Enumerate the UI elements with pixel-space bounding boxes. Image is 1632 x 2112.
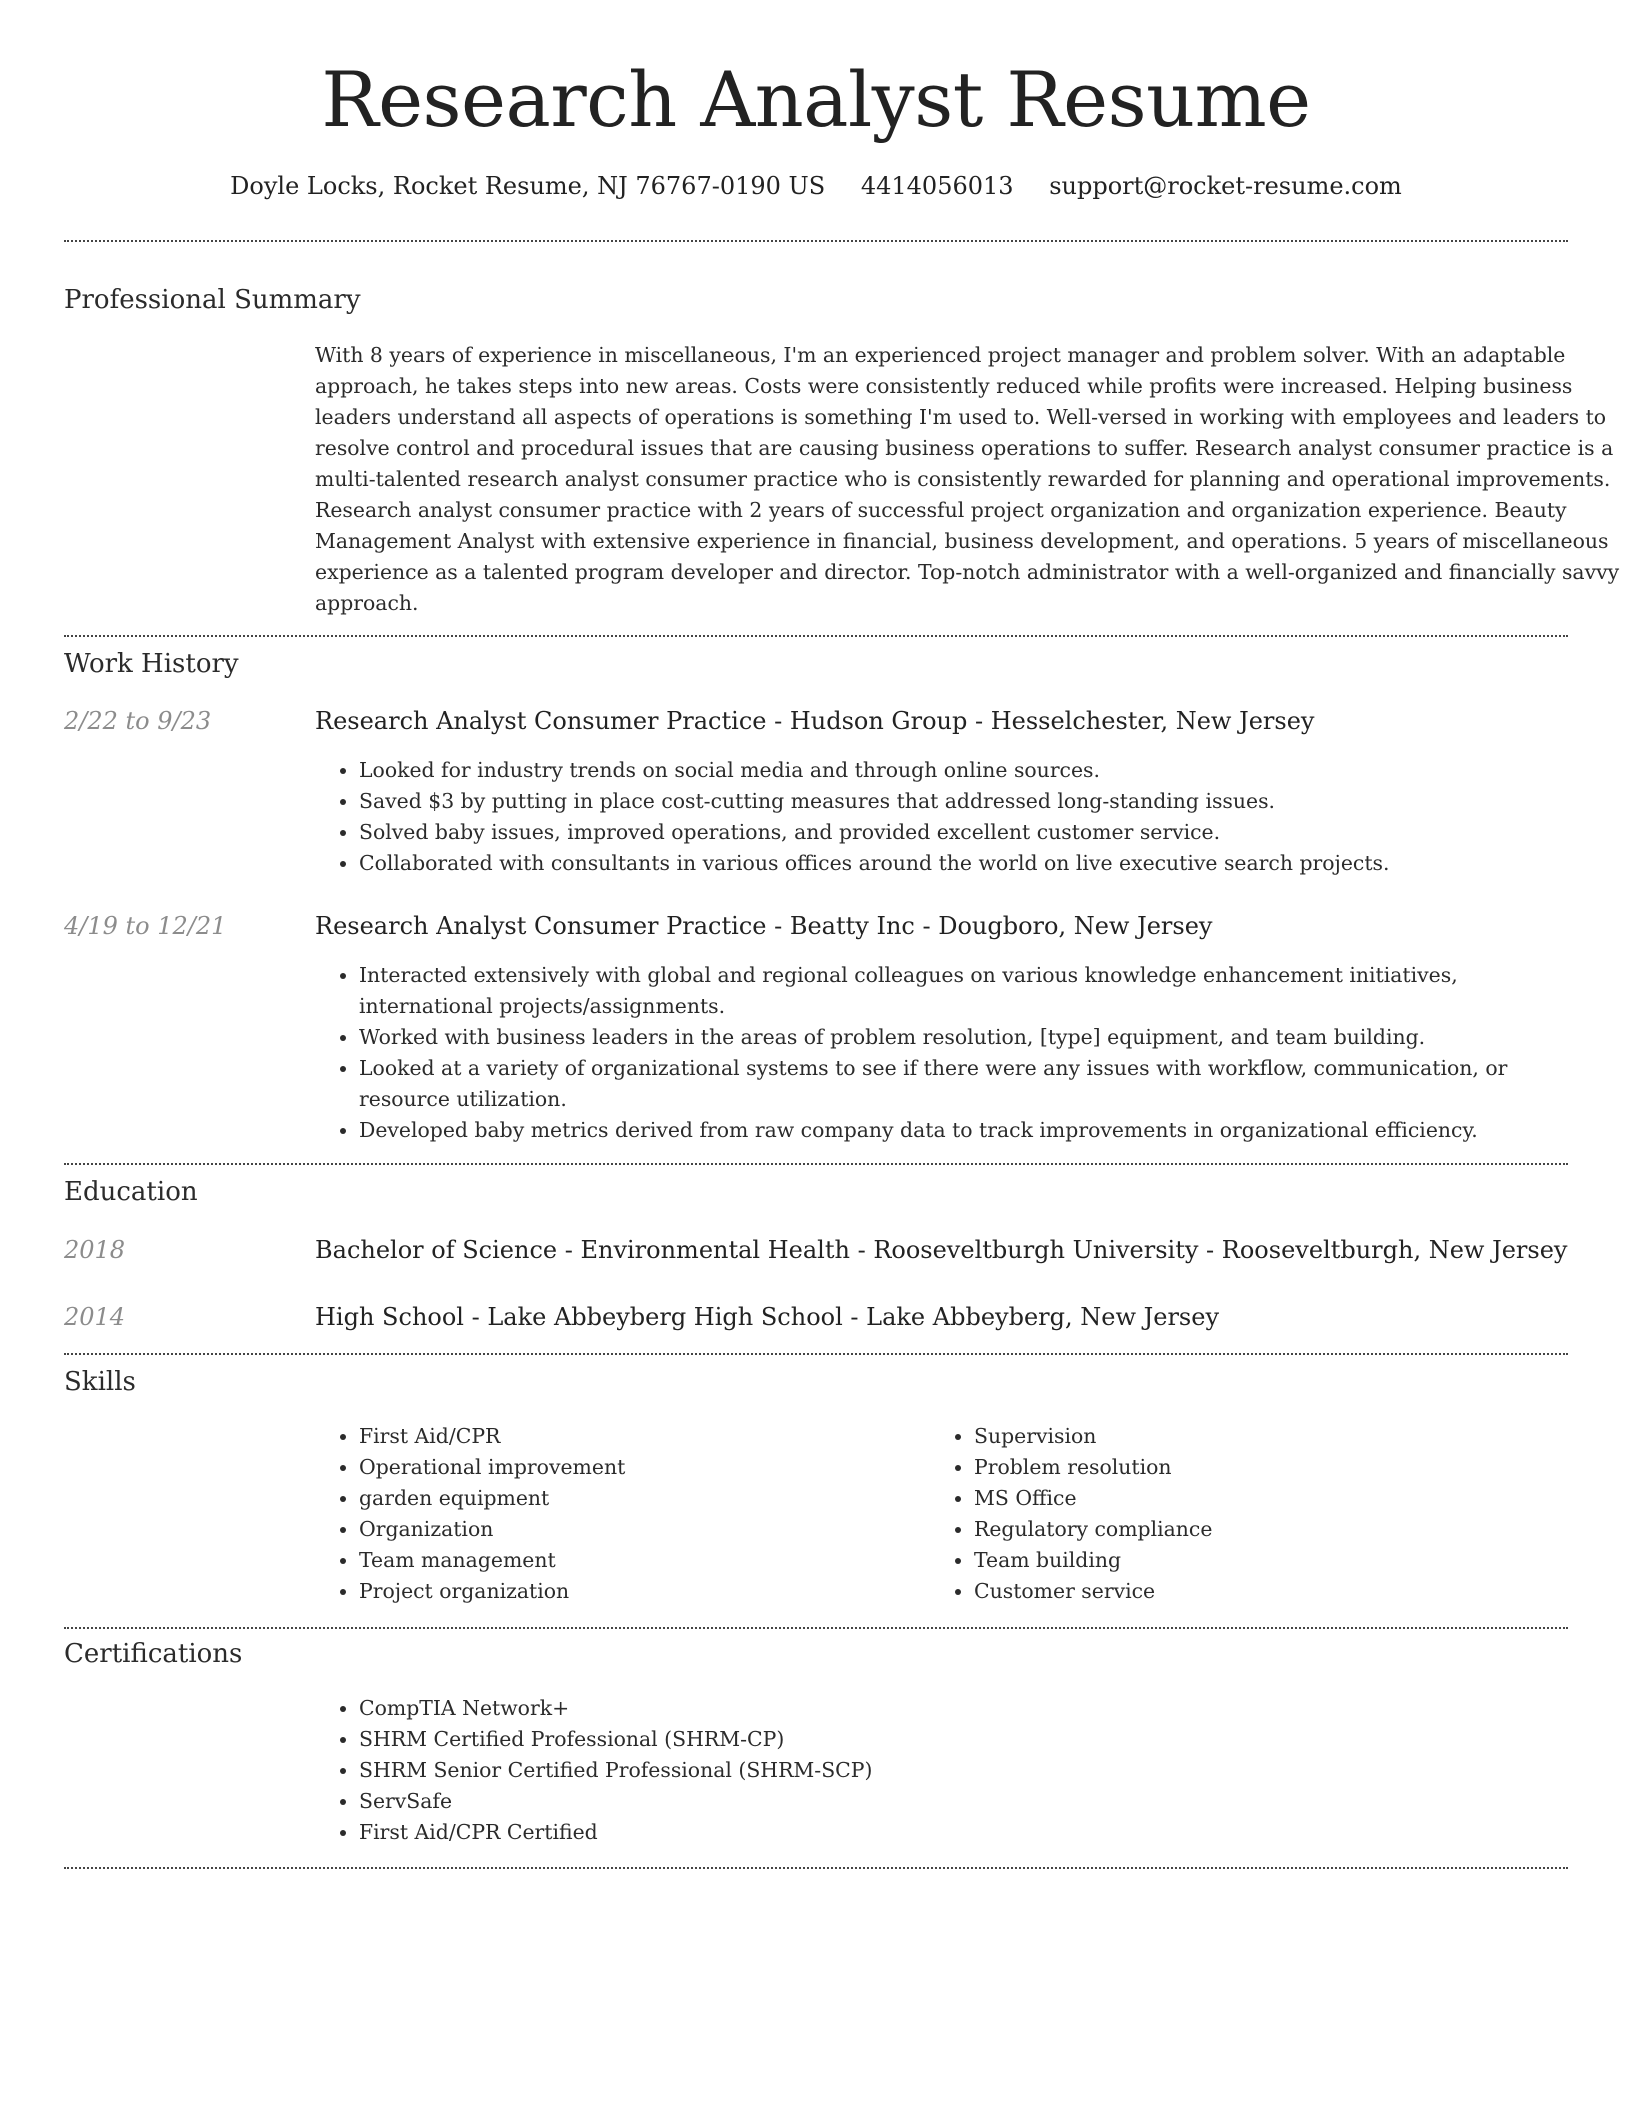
skill-item: • garden equipment xyxy=(359,1483,919,1514)
education-title: High School - Lake Abbeyberg High School - Lake Abbeyberg, New Jersey xyxy=(315,1303,1219,1331)
skill-item: • Team management xyxy=(359,1545,919,1576)
skill-item: • Project organization xyxy=(359,1576,919,1607)
skills-list-right xyxy=(930,1421,1534,1607)
contact-line xyxy=(64,170,1568,202)
section-divider xyxy=(64,1627,1568,1629)
skill-item: • Supervision xyxy=(974,1421,1534,1452)
skills-list-left xyxy=(315,1421,919,1607)
skill-item: • Regulatory compliance xyxy=(974,1514,1534,1545)
section-divider xyxy=(64,1867,1568,1869)
skill-item: • Organization xyxy=(359,1514,919,1545)
section-divider xyxy=(64,635,1568,637)
skill-item: • Problem resolution xyxy=(974,1452,1534,1483)
job-bullet: • Collaborated with consultants in various offices around the world on live executive search projects. xyxy=(359,848,1589,879)
job-dates: 4/19 to 12/21 xyxy=(64,912,227,940)
skill-item: • First Aid/CPR xyxy=(359,1421,919,1452)
job-title: Research Analyst Consumer Practice - Beatty Inc - Dougboro, New Jersey xyxy=(315,912,1213,940)
job-bullets xyxy=(315,960,1589,1146)
skill-item: • Team building xyxy=(974,1545,1534,1576)
job-bullet: • Looked at a variety of organizational systems to see if there were any issues with workflow, communication, or resource utilization. xyxy=(359,1053,1589,1115)
skill-item: • Operational improvement xyxy=(359,1452,919,1483)
skill-item: • Customer service xyxy=(974,1576,1534,1607)
education-heading: Education xyxy=(64,1177,198,1207)
contact-email: support@rocket-resume.com xyxy=(1049,172,1402,200)
certification-item: • CompTIA Network+ xyxy=(359,1693,1589,1724)
work-history-heading: Work History xyxy=(64,649,239,679)
education-title: Bachelor of Science - Environmental Health - Rooseveltburgh University - Rooseveltburgh, New Jersey xyxy=(315,1236,1568,1264)
section-divider xyxy=(64,1163,1568,1165)
job-dates: 2/22 to 9/23 xyxy=(64,707,212,735)
certification-item: • SHRM Certified Professional (SHRM-CP) xyxy=(359,1724,1589,1755)
certification-item: • SHRM Senior Certified Professional (SHRM-SCP) xyxy=(359,1755,1589,1786)
job-title: Research Analyst Consumer Practice - Hudson Group - Hesselchester, New Jersey xyxy=(315,707,1315,735)
education-year: 2014 xyxy=(64,1303,126,1331)
skill-item: • MS Office xyxy=(974,1483,1534,1514)
resume-title: Research Analyst Resume xyxy=(321,55,1311,144)
job-bullets xyxy=(315,755,1589,879)
education-year: 2018 xyxy=(64,1236,126,1264)
job-bullet: • Looked for industry trends on social media and through online sources. xyxy=(359,755,1589,786)
job-bullet: • Worked with business leaders in the areas of problem resolution, [type] equipment, and team building. xyxy=(359,1022,1589,1053)
summary-text: With 8 years of experience in miscellaneous, I'm an experienced project manager and problem solver. With an adaptable approach, he takes steps into new areas. Costs were consistently reduced while profits were increased. Helping business leaders understand all aspects of operations is something I'm used to. Well-versed in working with employees and leaders to resolve control and procedural issues that are causing business operations to suffer. Research analyst consumer practice is a multi-talented research analyst consumer practice who is consistently rewarded for planning and operational improvements. Research analyst consumer practice with 2 years of successful project organization and organization experience. Beauty Management Analyst with extensive experience in financial, business development, and operations. 5 years of miscellaneous experience as a talented program developer and director. Top-notch administrator with a well-organized and financially savvy approach. xyxy=(315,343,1620,615)
job-bullet: • Saved $3 by putting in place cost-cutting measures that addressed long-standing issues. xyxy=(359,786,1589,817)
contact-address: Doyle Locks, Rocket Resume, NJ 76767-0190 US xyxy=(230,172,826,200)
job-bullet: • Interacted extensively with global and regional colleagues on various knowledge enhancement initiatives, international projects/assignments. xyxy=(359,960,1589,1022)
certification-item: • ServSafe xyxy=(359,1786,1589,1817)
certification-item: • First Aid/CPR Certified xyxy=(359,1817,1589,1848)
job-bullet: • Solved baby issues, improved operations, and provided excellent customer service. xyxy=(359,817,1589,848)
section-divider xyxy=(64,1353,1568,1355)
skills-heading: Skills xyxy=(64,1367,136,1397)
contact-phone: 4414056013 xyxy=(860,172,1014,200)
section-divider xyxy=(64,240,1568,242)
summary-heading: Professional Summary xyxy=(64,285,361,315)
job-bullet: • Developed baby metrics derived from raw company data to track improvements in organizational efficiency. xyxy=(359,1115,1589,1146)
certifications-list xyxy=(315,1693,1589,1848)
certifications-heading: Certifications xyxy=(64,1639,243,1669)
